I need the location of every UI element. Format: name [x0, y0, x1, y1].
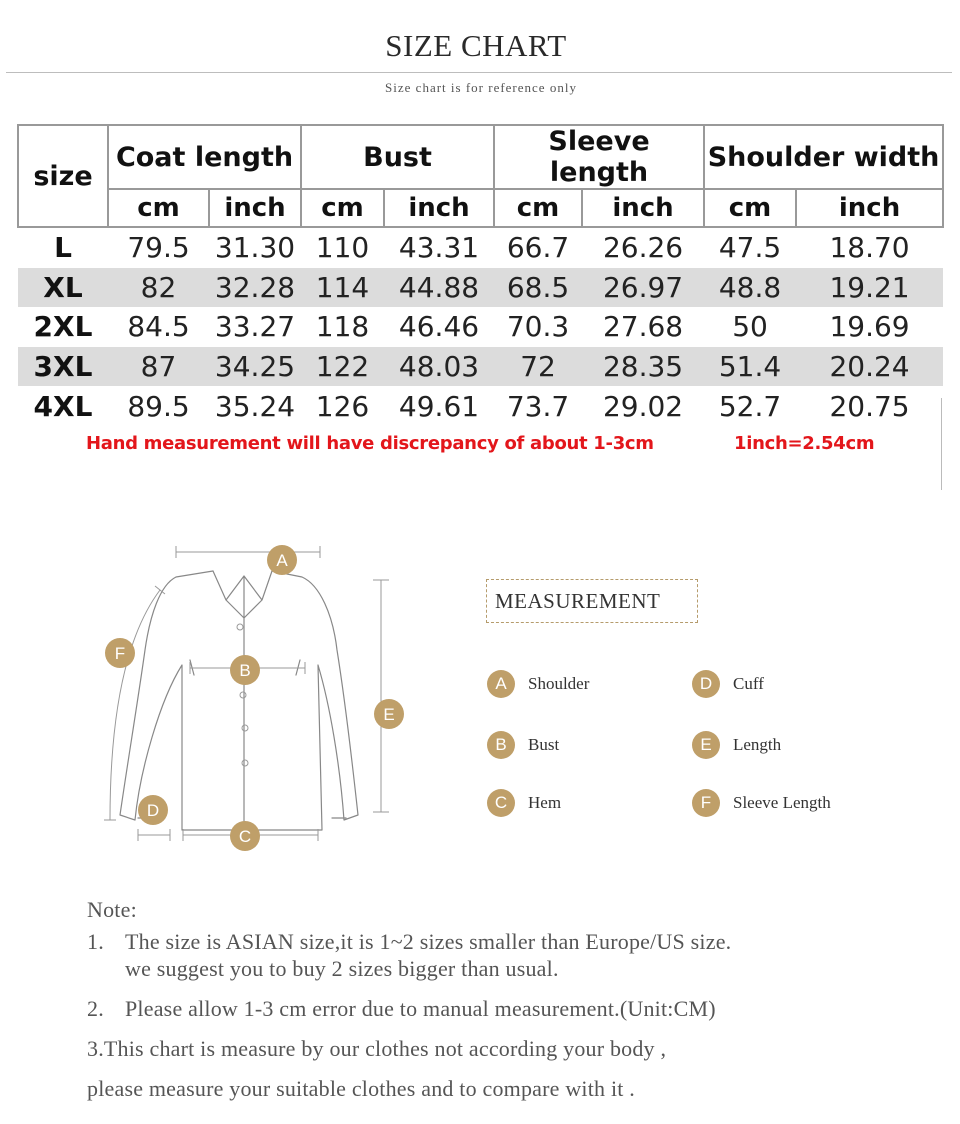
table-cell: 32.28: [209, 268, 301, 308]
table-cell: 34.25: [209, 347, 301, 387]
table-cell: 49.61: [398, 389, 480, 423]
unit-header: cm: [704, 189, 796, 227]
legend-label-shoulder: Shoulder: [528, 674, 590, 693]
shoulder-measure-line: [176, 546, 320, 558]
table-cell: 79.5: [127, 231, 190, 265]
table-cell: 84.5: [127, 310, 190, 344]
table-cell: 48.03: [384, 347, 494, 387]
table-cell: 44.88: [384, 268, 494, 308]
table-cell: 89.5: [127, 389, 190, 423]
table-cell: 51.4: [704, 347, 796, 387]
shirt-collar: [213, 571, 272, 830]
legend-item-cuff: [692, 670, 764, 698]
row-size-label: L: [54, 231, 72, 265]
marker-c-letter: C: [238, 827, 252, 846]
marker-b-letter: B: [239, 661, 251, 680]
legend-badge-b: B: [487, 731, 515, 759]
legend-item-sleeve-length: [692, 789, 831, 817]
table-cell: 26.26: [602, 231, 684, 265]
marker-d-letter: D: [146, 801, 160, 820]
note-item-2: [87, 996, 716, 1022]
table-cell: 33.27: [214, 310, 296, 344]
legend-badge-c: C: [487, 789, 515, 817]
row-size-label: 2XL: [33, 310, 93, 344]
shirt-button: [240, 692, 246, 698]
note-item-3-line2: please measure your suitable clothes and to compare with it .: [87, 1076, 635, 1101]
page-subtitle: Size chart is for reference only: [385, 80, 577, 95]
table-row: [18, 307, 943, 347]
legend-label-bust: Bust: [528, 735, 560, 754]
unit-header: inch: [582, 189, 704, 227]
table-cell: 48.8: [704, 268, 796, 308]
note-item-2-text: Please allow 1-3 cm error due to manual measurement.(Unit:CM): [125, 996, 716, 1021]
title-divider: [6, 72, 952, 73]
note-item-1-line1: The size is ASIAN size,it is 1~2 sizes smaller than Europe/US size.: [125, 929, 732, 954]
table-cell: 82: [108, 268, 209, 308]
table-cell: 110: [315, 231, 370, 265]
shirt-outline: [120, 571, 358, 830]
length-measure-line: [373, 580, 389, 812]
note-item-3-line1: 3.This chart is measure by our clothes not according your body ,: [87, 1036, 667, 1061]
legend-badge-d: D: [692, 670, 720, 698]
row-size-label: 4XL: [33, 389, 93, 423]
table-cell: 47.5: [718, 231, 782, 265]
group-header-shoulder-width: Shoulder width: [704, 125, 943, 189]
table-cell: 46.46: [398, 310, 480, 344]
unit-header: cm: [108, 189, 209, 227]
note-item-1-number: 1.: [87, 929, 104, 954]
size-column-header: size: [18, 125, 108, 227]
group-header-coat-length: Coat length: [108, 125, 301, 189]
shirt-button: [242, 760, 248, 766]
legend-label-sleeve-length: Sleeve Length: [733, 793, 831, 812]
table-cell: 70.3: [506, 310, 570, 344]
table-cell: 68.5: [494, 268, 582, 308]
legend-item-shoulder: [487, 670, 589, 698]
table-cell: 26.97: [582, 268, 704, 308]
unit-header: inch: [384, 189, 494, 227]
shirt-diagram: [0, 530, 460, 860]
marker-e-letter: E: [383, 705, 395, 724]
size-table: [17, 124, 944, 426]
measurement-warning: Hand measurement will have discrepancy of about 1-3cm: [86, 433, 654, 454]
shirt-button: [237, 624, 243, 630]
table-row: [18, 227, 943, 268]
group-header-bust: Bust: [301, 125, 494, 189]
table-cell: 29.02: [602, 389, 684, 423]
row-size-label: 3XL: [18, 347, 108, 387]
note-item-2-number: 2.: [87, 996, 104, 1021]
table-row: [18, 386, 943, 426]
inch-conversion-note: 1inch=2.54cm: [734, 433, 875, 454]
cuff-measure-line: [138, 829, 170, 841]
table-cell: 114: [301, 268, 384, 308]
table-cell: 20.24: [796, 347, 943, 387]
legend-badge-e: E: [692, 731, 720, 759]
table-cell: 50: [732, 310, 768, 344]
legend-item-length: [692, 731, 781, 759]
marker-f-letter: F: [114, 644, 126, 663]
row-size-label: XL: [18, 268, 108, 308]
table-cell: 66.7: [506, 231, 570, 265]
group-header-sleeve-length: Sleeve length: [494, 125, 704, 189]
note-item-1: [87, 929, 731, 955]
note-heading: Note:: [87, 897, 137, 922]
legend-label-hem: Hem: [528, 793, 562, 812]
table-cell: 19.69: [829, 310, 910, 344]
table-cell: 35.24: [214, 389, 296, 423]
table-cell: 31.30: [214, 231, 296, 265]
legend-badge-f: F: [692, 789, 720, 817]
legend-label-cuff: Cuff: [733, 674, 764, 693]
table-cell: 19.21: [796, 268, 943, 308]
table-cell: 118: [315, 310, 370, 344]
unit-header: inch: [796, 189, 943, 227]
table-cell: 18.70: [829, 231, 910, 265]
table-cell: 20.75: [829, 389, 910, 423]
sleeve-measure-line: [104, 586, 165, 820]
table-cell: 87: [108, 347, 209, 387]
unit-header: cm: [301, 189, 384, 227]
table-cell: 43.31: [398, 231, 480, 265]
page-title: SIZE CHART: [385, 28, 567, 63]
measurement-heading: MEASUREMENT: [486, 579, 698, 623]
table-row: [18, 268, 943, 308]
table-cell: 73.7: [506, 389, 570, 423]
unit-header: cm: [494, 189, 582, 227]
shirt-button: [242, 725, 248, 731]
table-cell: 72: [494, 347, 582, 387]
table-row: [18, 347, 943, 387]
legend-item-hem: [487, 789, 561, 817]
table-cell: 52.7: [718, 389, 782, 423]
side-divider: [941, 398, 942, 490]
table-cell: 122: [301, 347, 384, 387]
table-cell: 28.35: [582, 347, 704, 387]
legend-label-length: Length: [733, 735, 782, 754]
legend-badge-a: A: [487, 670, 515, 698]
table-cell: 27.68: [602, 310, 684, 344]
note-item-1-line2: we suggest you to buy 2 sizes bigger than usual.: [125, 956, 559, 981]
marker-a-letter: A: [276, 551, 288, 570]
legend-item-bust: [487, 731, 559, 759]
table-cell: 126: [315, 389, 370, 423]
unit-header: inch: [209, 189, 301, 227]
